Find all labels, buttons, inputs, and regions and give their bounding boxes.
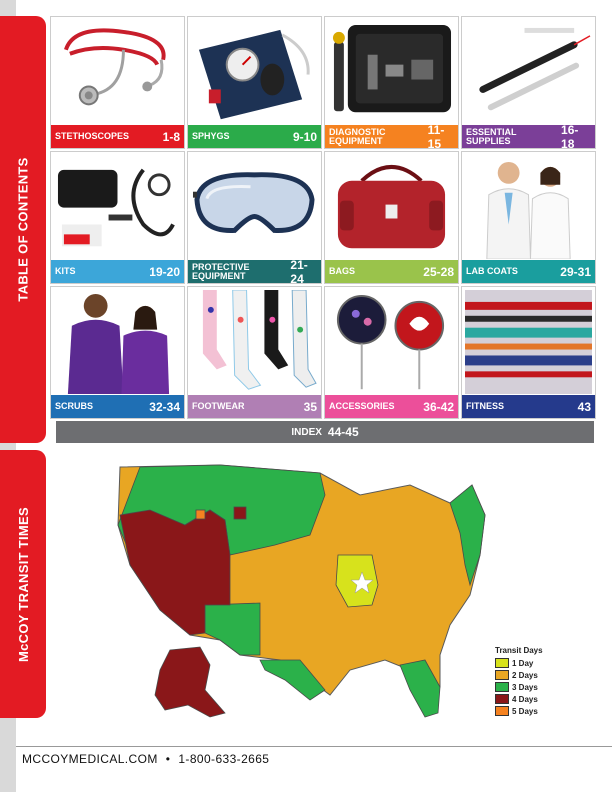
tile-bar	[51, 125, 184, 148]
tile-pages: 9-10	[292, 129, 317, 144]
badge-reel-image	[328, 290, 455, 394]
safety-goggles-image	[191, 155, 318, 259]
tile-footwear[interactable]	[187, 286, 322, 419]
tile-label: ESSENTIAL SUPPLIES	[466, 126, 517, 146]
index-label: INDEX	[291, 426, 322, 438]
tile-bar	[188, 395, 321, 418]
tile-label: DIAGNOSTIC EQUIPMENT	[329, 126, 386, 146]
tile-fitness[interactable]	[461, 286, 596, 419]
tile-pages: 19-20	[149, 264, 180, 279]
tile-bags[interactable]	[324, 151, 459, 284]
stethoscope-image	[54, 20, 181, 124]
legend-label: 3 Days	[512, 682, 538, 692]
table-of-contents-label: TABLE OF CONTENTS	[15, 157, 31, 302]
legend-label: 4 Days	[512, 694, 538, 704]
tile-protective-equipment[interactable]	[187, 151, 322, 284]
legend-item	[495, 681, 555, 693]
tile-bar	[325, 260, 458, 283]
tile-label: ACCESSORIES	[329, 401, 395, 411]
transit-times-tab	[0, 450, 46, 718]
tile-bar	[462, 260, 595, 283]
region-5-days	[196, 510, 205, 519]
blood-pressure-cuff-image	[191, 20, 318, 124]
legend-swatch	[495, 670, 509, 680]
tile-pages: 29-31	[560, 264, 591, 279]
tile-pages: 21-24	[290, 257, 308, 284]
legend-label: 5 Days	[512, 706, 538, 716]
medical-kit-image	[54, 155, 181, 259]
tile-bar	[51, 395, 184, 418]
tile-bar	[188, 257, 321, 284]
tile-bar	[462, 395, 595, 418]
tile-pages: 25-28	[423, 264, 454, 279]
tile-label: FOOTWEAR	[192, 401, 245, 411]
tile-pages: 43	[577, 399, 591, 414]
scrubs-image	[54, 290, 181, 394]
legend-label: 2 Days	[512, 670, 538, 680]
tile-bar	[325, 122, 458, 149]
legend-title: Transit Days	[495, 646, 543, 655]
otoscope-kit-image	[328, 20, 455, 124]
index-bar[interactable]	[56, 421, 594, 443]
region-4-days-alaska	[155, 647, 225, 717]
tile-label: STETHOSCOPES	[55, 131, 130, 141]
compression-socks-image	[191, 290, 318, 394]
footer-separator: •	[165, 752, 171, 766]
tile-diagnostic-equipment[interactable]	[324, 16, 459, 149]
tile-label: SPHYGS	[192, 131, 230, 141]
legend-item	[495, 705, 555, 717]
index-pages: 44-45	[327, 425, 359, 439]
tile-label: BAGS	[329, 266, 356, 276]
tile-label: SCRUBS	[55, 401, 94, 411]
footer-divider	[16, 746, 612, 747]
legend-item	[495, 669, 555, 681]
transit-times-map	[110, 455, 560, 730]
tile-bar	[462, 122, 595, 149]
tile-sphygs[interactable]	[187, 16, 322, 149]
table-of-contents-tab	[0, 16, 46, 443]
legend-swatch	[495, 694, 509, 704]
tile-label: KITS	[55, 266, 76, 276]
transit-times-label: McCOY TRANSIT TIMES	[15, 506, 31, 662]
lab-coats-image	[465, 155, 592, 259]
footer	[22, 752, 269, 766]
tile-lab-coats[interactable]	[461, 151, 596, 284]
tile-pages: 1-8	[162, 129, 180, 144]
tile-stethoscopes[interactable]	[50, 16, 185, 149]
tile-pages: 32-34	[149, 399, 180, 414]
legend-swatch	[495, 682, 509, 692]
legend-swatch	[495, 658, 509, 668]
tile-kits[interactable]	[50, 151, 185, 284]
tile-pages: 11-15	[427, 122, 445, 149]
website-link[interactable]: MCCOYMEDICAL.COM	[22, 752, 158, 766]
tile-label: FITNESS	[466, 401, 505, 411]
tile-pages: 35	[303, 399, 317, 414]
legend-label: 1 Day	[512, 658, 534, 668]
tile-accessories[interactable]	[324, 286, 459, 419]
tile-bar	[51, 260, 184, 283]
tile-bar	[325, 395, 458, 418]
medical-bag-image	[328, 155, 455, 259]
legend-swatch	[495, 706, 509, 716]
tile-scrubs[interactable]	[50, 286, 185, 419]
yoga-blanket-image	[465, 290, 592, 394]
legend-item	[495, 657, 555, 669]
legend-item	[495, 693, 555, 705]
transit-legend	[495, 646, 555, 717]
region-3-days-southwest	[205, 603, 260, 655]
tile-label: PROTECTIVE EQUIPMENT	[192, 261, 250, 281]
region-4-days-island	[234, 507, 246, 519]
tile-pages: 36-42	[423, 399, 454, 414]
phone-number[interactable]: 1-800-633-2665	[178, 752, 270, 766]
tile-bar	[188, 125, 321, 148]
category-grid	[50, 16, 596, 419]
tile-essential-supplies[interactable]	[461, 16, 596, 149]
tile-pages: 16-18	[561, 122, 579, 149]
tile-label: LAB COATS	[466, 266, 518, 276]
penlight-image	[465, 20, 592, 124]
